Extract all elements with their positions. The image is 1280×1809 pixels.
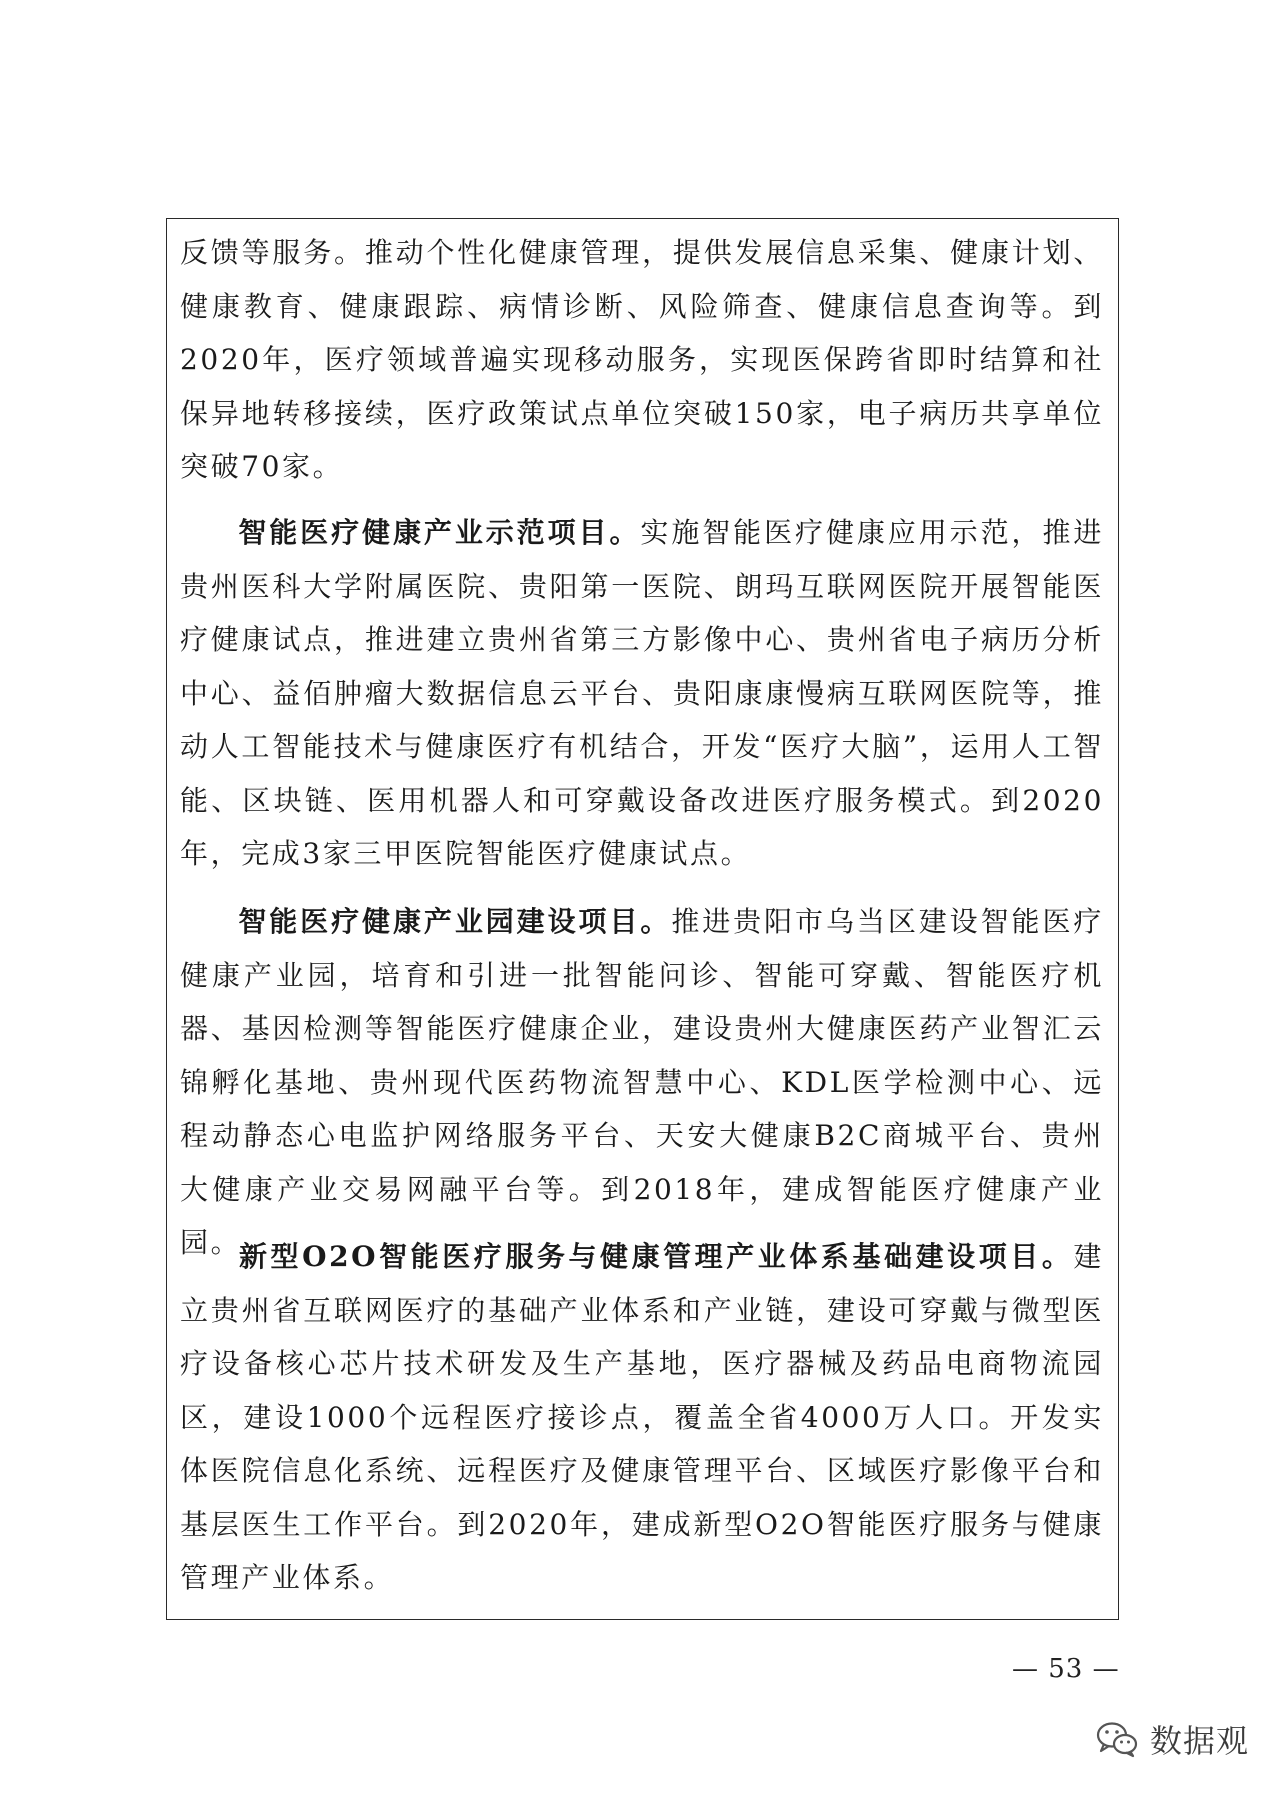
paragraph-4 [180, 1230, 1104, 1605]
paragraph-1-body: 反馈等服务。推动个性化健康管理，提供发展信息采集、健康计划、健康教育、健康跟踪、病情诊断、风险筛查、健康信息查询等。到2020年，医疗领域普遍实现移动服务，实现医保跨省即时结算和社保异地转移接续，医疗政策试点单位突破150家，电子病历共享单位突破70家。 [180, 236, 1104, 483]
paragraph-2-body: 实施智能医疗健康应用示范，推进贵州医科大学附属医院、贵阳第一医院、朗玛互联网医院开展智能医疗健康试点，推进建立贵州省第三方影像中心、贵州省电子病历分析中心、益佰肿瘤大数据信息云平台、贵阳康康慢病互联网医院等，推动人工智能技术与健康医疗有机结合，开发“医疗大脑”，运用人工智能、区块链、医用机器人和可穿戴设备改进医疗服务模式。到2020年，完成3家三甲医院智能医疗健康试点。 [180, 516, 1104, 870]
paragraph-3 [180, 895, 1104, 1270]
paragraph-2-heading: 智能医疗健康产业示范项目。 [238, 516, 641, 549]
watermark [1096, 1716, 1249, 1762]
watermark-text: 数据观 [1150, 1722, 1250, 1760]
paragraph-3-body: 推进贵阳市乌当区建设智能医疗健康产业园，培育和引进一批智能问诊、智能可穿戴、智能医疗机器、基因检测等智能医疗健康企业，建设贵州大健康医药产业智汇云锦孵化基地、贵州现代医药物流智慧中心、KDL医学检测中心、远程动静态心电监护网络服务平台、天安大健康B2C商城平台、贵州大健康产业交易网融平台等。到2018年，建成智能医疗健康产业园。 [180, 905, 1104, 1259]
paragraph-3-heading: 智能医疗健康产业园建设项目。 [238, 905, 672, 938]
paragraph-2 [180, 506, 1104, 881]
page-number: — 53 — [1012, 1654, 1120, 1684]
wechat-icon [1096, 1720, 1138, 1758]
paragraph-4-body: 建立贵州省互联网医疗的基础产业体系和产业链，建设可穿戴与微型医疗设备核心芯片技术研发及生产基地，医疗器械及药品电商物流园区，建设1000个远程医疗接诊点，覆盖全省4000万人口。开发实体医院信息化系统、远程医疗及健康管理平台、区域医疗影像平台和基层医生工作平台。到2020年，建成新型O2O智能医疗服务与健康管理产业体系。 [180, 1240, 1104, 1594]
paragraph-1 [180, 226, 1104, 494]
paragraph-4-heading: 新型O2O智能医疗服务与健康管理产业体系基础建设项目。 [238, 1240, 1074, 1273]
